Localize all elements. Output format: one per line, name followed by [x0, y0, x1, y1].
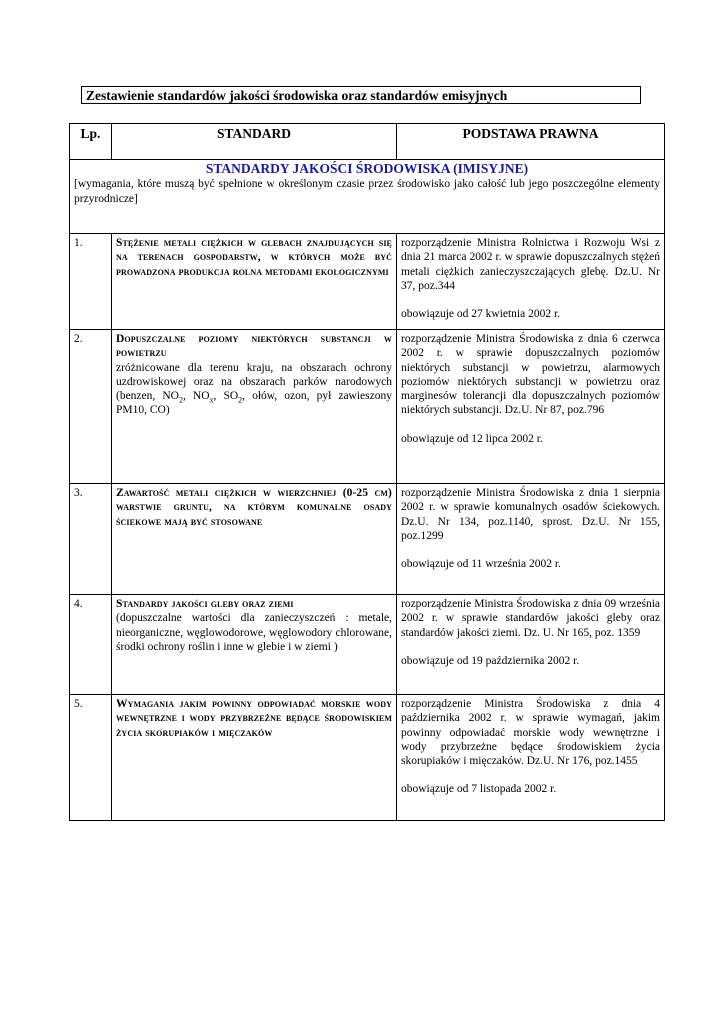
legal-basis: rozporządzenie Ministra Środowiska z dnia 1 sierpnia 2002 r. w sprawie komunalnych osadów ściekowych. Dz.U. Nr 134, poz.1140, sprost. Dz.U. Nr 155, poz.1299 — [401, 487, 660, 542]
table-row — [70, 330, 665, 484]
table-row — [70, 234, 665, 330]
valid-from: obowiązuje od 27 kwietnia 2002 r. — [401, 308, 561, 321]
standard-title: Dopuszczalne poziomy niektórych substancji w powietrzu — [116, 333, 392, 360]
standard-title: Wymagania jakim powinny odpowiadać morskie wody wewnętrzne i wody przybrzeżne będące środowiskiem życia skorupiaków i mięczaków — [116, 698, 392, 739]
header-legal-basis: PODSTAWA PRAWNA — [397, 124, 665, 160]
legal-basis: rozporządzenie Ministra Rolnictwa i Rozwoju Wsi z dnia 21 marca 2002 r. w sprawie dopuszczalnych stężeń metali ciężkich zanieczyszczających glebę. Dz.U. Nr 37, poz.344 — [401, 237, 660, 292]
valid-from: obowiązuje od 11 września 2002 r. — [401, 558, 561, 571]
standard-title: Standardy jakości gleby oraz ziemi — [116, 598, 294, 610]
row-number: 5. — [70, 695, 112, 821]
standard-note: (dopuszczalne wartości dla zanieczyszczeń : metale, nieorganiczne, węglowodorowe, węglowodory chlorowane, środki ochrony roślin i inne w glebie i w ziemi ) — [116, 612, 392, 653]
standard-note: zróżnicowane dla terenu kraju, na obszarach ochrony uzdrowiskowej oraz na obszarach parków narodowych (benzen, $NO_2$, $NO_x$, $SO_2$, ołów, ozon, pył zawieszony PM10, CO) — [116, 361, 392, 417]
section-title: STANDARDY JAKOŚCI ŚRODOWISKA (IMISYJNE) — [205, 161, 529, 176]
table-header-row — [70, 124, 665, 160]
valid-from: obowiązuje od 12 lipca 2002 r. — [401, 432, 543, 445]
section-row — [70, 160, 665, 234]
legal-basis: rozporządzenie Ministra Środowiska z dnia 09 września 2002 r. w sprawie standardów jakości gleby oraz standardów jakości ziemi. Dz. U. Nr 165, poz. 1359 — [401, 598, 660, 639]
row-number: 2. — [70, 330, 112, 484]
section-description: [wymagania, które muszą być spełnione w określonym czasie przez środowisko jako całość lub jego poszczególne elementy przyrodnicze] — [74, 178, 660, 205]
valid-from: obowiązuje od 7 listopada 2002 r. — [401, 783, 557, 796]
document-title: Zestawienie standardów jakości środowiska oraz standardów emisyjnych — [81, 86, 641, 104]
standard-title: Zawartość metali ciężkich w wierzchniej (0-25 cm) warstwie gruntu, na którym komunalne osady ściekowe mają być stosowane — [116, 487, 392, 528]
legal-basis: rozporządzenie Ministra Środowiska z dnia 4 października 2002 r. w sprawie wymagań, jakim powinny odpowiadać morskie wody wewnętrzne i wody przybrzeżne będące środowiskiem życia skorupiaków i mięczaków. Dz.U. Nr 176, poz.1455 — [401, 698, 660, 768]
header-standard: STANDARD — [112, 124, 397, 160]
legal-basis: rozporządzenie Ministra Środowiska z dnia 6 czerwca 2002 r. w sprawie dopuszczalnych poziomów niektórych substancji w powietrzu, alarmowych poziomów niektórych substancji w powietrzu oraz marginesów tolerancji dla dopuszczalnych poziomów niektórych substancji. Dz.U. Nr 87, poz.796 — [401, 333, 660, 417]
table-row — [70, 484, 665, 595]
standard-title: Stężenie metali ciężkich w glebach znajdujących się na terenach gospodarstw, w których może być prowadzona produkcja rolna metodami ekologicznymi — [116, 237, 392, 278]
row-number: 3. — [70, 484, 112, 595]
row-number: 1. — [70, 234, 112, 330]
row-number: 4. — [70, 595, 112, 695]
header-lp: Lp. — [70, 124, 112, 160]
standards-table — [69, 123, 665, 821]
table-row — [70, 595, 665, 695]
valid-from: obowiązuje od 19 października 2002 r. — [401, 654, 580, 667]
table-row — [70, 695, 665, 821]
